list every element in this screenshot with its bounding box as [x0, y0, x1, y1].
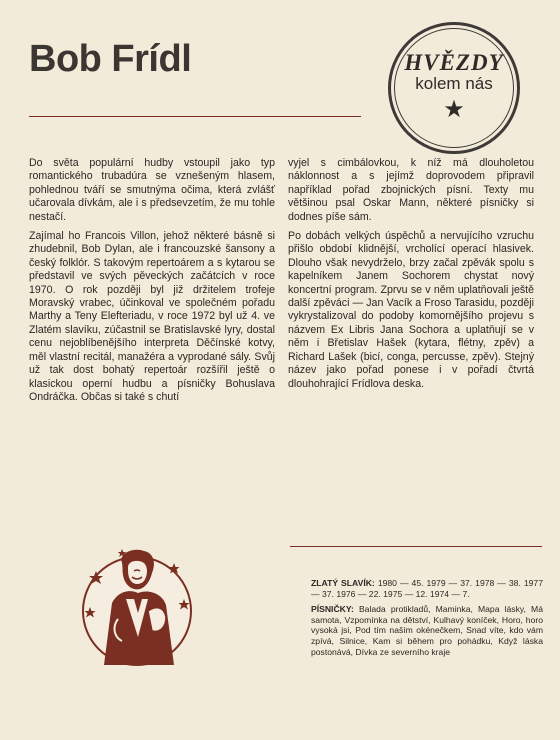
paragraph: Do světa populární hudby vstoupil jako typ romantického trubadúra se vznešeným hlasem, pohlednou tváří se smutnýma očima, která zvlášť učarovala dívkám, ale i s předsevzetím, že mu tohle nestačí.: [29, 157, 275, 223]
paragraph: Po dobách velkých úspěchů a nervujícího vzruchu přišlo období klidnější, vrcholící operací hlasivek. Dlouho však nevydrželo, brzy začal zpěvák spolu s kapelníkem Janem Sochorem chystat nový koncertní program. Zprvu se v něm uplatňovali ještě další zpěváci — Jan Vacík a Froso Tarasidu, později vykrystalizoval do podoby komornějšího projevu s názvem Ex Libris Jana Sochora a uplatňují se v něm i Břetislav Hašek (kytara, flétny, zpěv) a Richard Lašek (bicí, conga, percusse, zpěv). Stejný název jako pořad ponese i v pořadí čtvrtá dlouhohrající Frídlova deska.: [288, 230, 534, 390]
paragraph: vyjel s cimbálovkou, k níž má dlouholetou náklonnost a s jejímž doprovodem připravil například pořad zbojnických písní. Texty mu většinou psal Oskar Mann, některé písničky si dodnes píše sám.: [288, 157, 534, 223]
paragraph: Zajímal ho Francois Villon, jehož některé básně si zhudebnil, Bob Dylan, ale i francouzské šansony a český folklór. S takovým repertoárem a s kytarou se představil ve svých pěveckých začátcích v roce 1970. O rok později byl již držitelem trofeje Moravský vrabec, účinkoval ve společném pořadu Marthy a Teny Elefteriadu, v roce 1972 byl už 4. ve Zlatém slavíku, zúčastnil se Bratislavské lyry, dostal cenu nejoblíbenějšího interpreta Děčínské kotvy, měl vlastní recitál, manažéra a vyprodané sály. Svůj už tak dost bohatý repertoár rozšířil ještě o klasickou operní hudbu a písničky Bohuslava Ondráčka. Občas si také s chutí: [29, 230, 275, 403]
golden-nightingale-label: ZLATÝ SLAVÍK:: [311, 578, 375, 588]
badge-inner-ring: [394, 28, 514, 148]
article-right-column: [288, 157, 534, 397]
series-badge: [388, 22, 520, 154]
page-title: Bob Frídl: [29, 38, 192, 80]
title-divider: [29, 116, 361, 117]
career-details: [311, 578, 543, 662]
golden-nightingale-values: 1980 — 45. 1979 — 37. 1978 — 38. 1977 — 37. 1976 — 22. 1975 — 12. 1974 — 7.: [311, 578, 543, 599]
singer-portrait-illustration: [82, 541, 192, 681]
details-divider: [290, 546, 542, 547]
badge-subtitle: kolem nás: [415, 74, 493, 93]
golden-nightingale-results: [311, 578, 543, 599]
songs-values: Balada protikladů, Maminka, Mapa lásky, Má samota, Vzpomínka na dětství, Kulhavý koníček, Horo, horo vysoká jsi, Pod tím naším okénečkem, Snad víte, kdo vám zpívá, Silnice, Kam si během pro pohádku, Když láska postonává, Dívka ze severního kraje: [311, 604, 543, 657]
songs-label: PÍSNIČKY:: [311, 604, 354, 615]
songs-list: [311, 604, 543, 657]
star-icon: ★: [443, 96, 465, 123]
article-left-column: [29, 157, 275, 410]
badge-title: HVĚZDY: [404, 50, 504, 75]
